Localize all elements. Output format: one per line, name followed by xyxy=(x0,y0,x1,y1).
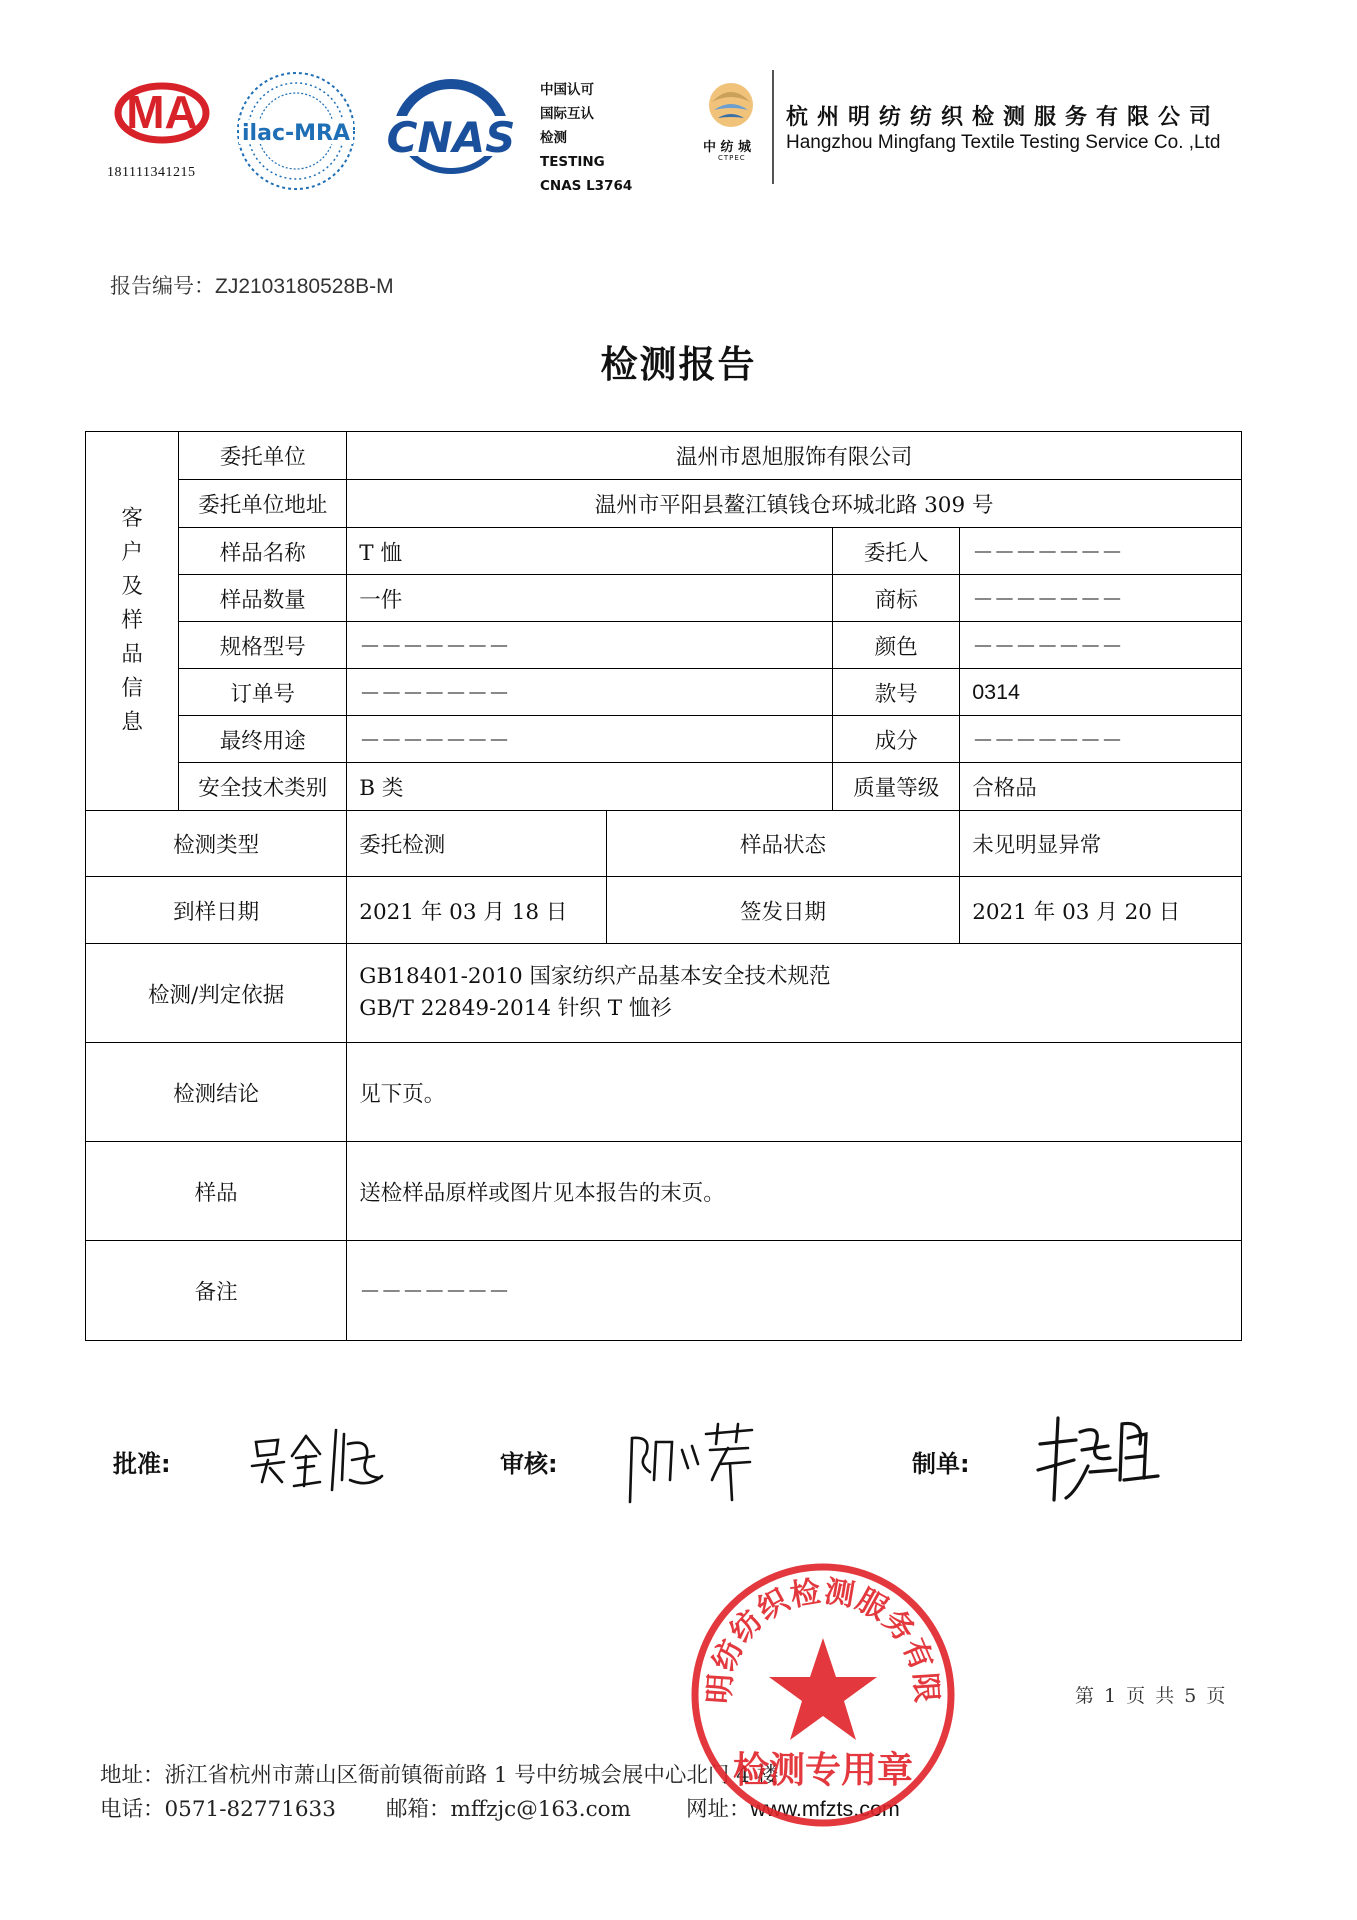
address-label: 委托单位地址 xyxy=(179,480,347,528)
field-value: －－－－－－－ xyxy=(347,669,833,716)
field-value: －－－－－－－ xyxy=(347,622,833,669)
header-divider xyxy=(772,70,774,184)
table-row xyxy=(86,622,1242,669)
preparer-signature xyxy=(1032,1410,1162,1505)
field-value: 合格品 xyxy=(960,763,1242,811)
report-number-label: 报告编号： xyxy=(110,274,215,298)
field-label: 质量等级 xyxy=(833,763,960,811)
remark-value: －－－－－－－ xyxy=(347,1241,1242,1341)
svg-text:CNAS: CNAS xyxy=(386,113,516,162)
review-label: 审核: xyxy=(500,1450,558,1478)
address-value: 温州市平阳县鳌江镇钱仓环城北路 309 号 xyxy=(347,480,1242,528)
conclusion-value: 见下页。 xyxy=(347,1043,1242,1142)
conclusion-label: 检测结论 xyxy=(86,1043,347,1142)
prepare-label: 制单: xyxy=(912,1450,970,1478)
table-row xyxy=(86,432,1242,480)
cnas-logo xyxy=(376,78,526,186)
field-label: 颜色 xyxy=(833,622,960,669)
company-seal xyxy=(688,1560,958,1830)
test-type-value: 委托检测 xyxy=(347,811,606,877)
ilac-mra-logo xyxy=(233,68,359,194)
side-label-client-sample-info: 客 户 及 样 品 信 息 xyxy=(86,432,179,811)
field-value: 一件 xyxy=(347,575,833,622)
cnas-line: TESTING xyxy=(540,154,605,170)
field-value: －－－－－－－ xyxy=(960,622,1242,669)
field-value: －－－－－－－ xyxy=(960,575,1242,622)
table-row xyxy=(86,944,1242,1043)
cnas-line: 中国认可 xyxy=(540,82,594,98)
ctpec-subtitle: CTPEC xyxy=(718,154,746,162)
footer-email: 邮箱：mffzjc@163.com xyxy=(386,1797,631,1822)
issue-date-label: 签发日期 xyxy=(606,877,959,944)
issue-date-value: 2021 年 03 月 20 日 xyxy=(960,877,1242,944)
table-row xyxy=(86,877,1242,944)
field-value: －－－－－－－ xyxy=(960,528,1242,575)
table-row xyxy=(86,1142,1242,1241)
company-name-cn: 杭州明纺纺织检测服务有限公司 xyxy=(786,105,1221,130)
table-row xyxy=(86,669,1242,716)
svg-text:检测专用章: 检测专用章 xyxy=(732,1750,914,1791)
field-label: 样品名称 xyxy=(179,528,347,575)
field-value: 0314 xyxy=(960,669,1242,716)
field-label: 成分 xyxy=(833,716,960,763)
sample-state-value: 未见明显异常 xyxy=(960,811,1242,877)
cma-logo xyxy=(100,78,220,148)
test-standard: GB18401-2010 国家纺织产品基本安全技术规范 xyxy=(359,964,831,989)
field-value: T 恤 xyxy=(347,528,833,575)
report-number xyxy=(110,270,394,300)
ctpec-logo-icon xyxy=(706,80,756,130)
table-row xyxy=(86,716,1242,763)
sample-label: 样品 xyxy=(86,1142,347,1241)
table-row xyxy=(86,1043,1242,1142)
table-row xyxy=(86,528,1242,575)
cma-number: 181111341215 xyxy=(107,165,196,180)
field-label: 订单号 xyxy=(179,669,347,716)
table-row xyxy=(86,575,1242,622)
svg-text:ilac-MRA: ilac-MRA xyxy=(242,121,350,146)
website-label: 网址： xyxy=(686,1797,751,1822)
cnas-line: 检测 xyxy=(540,130,567,146)
approve-label: 批准: xyxy=(113,1450,171,1478)
field-label: 样品数量 xyxy=(179,575,347,622)
footer-phone: 电话：0571-82771633 xyxy=(100,1797,336,1822)
field-label: 款号 xyxy=(833,669,960,716)
field-label: 最终用途 xyxy=(179,716,347,763)
table-row xyxy=(86,811,1242,877)
svg-text:杭州明纺纺织检测服务有限公司: 明纺纺织检测服务有限 xyxy=(702,1574,944,1705)
sample-value: 送检样品原样或图片见本报告的末页。 xyxy=(347,1142,1242,1241)
field-label: 安全技术类别 xyxy=(179,763,347,811)
table-row xyxy=(86,1241,1242,1341)
footer-address: 地址：浙江省杭州市萧山区衙前镇衙前路 1 号中纺城会展中心北门 4 楼 xyxy=(100,1763,779,1788)
field-value: B 类 xyxy=(347,763,833,811)
table-row xyxy=(86,763,1242,811)
field-label: 商标 xyxy=(833,575,960,622)
sample-state-label: 样品状态 xyxy=(606,811,959,877)
test-type-label: 检测类型 xyxy=(86,811,347,877)
website-link[interactable]: www.mfzts.com xyxy=(750,1797,900,1821)
page-title: 检测报告 xyxy=(600,343,757,386)
cnas-line: 国际互认 xyxy=(540,106,594,122)
cnas-accreditation-text xyxy=(540,78,632,198)
field-label: 委托人 xyxy=(833,528,960,575)
client-value: 温州市恩旭服饰有限公司 xyxy=(347,432,1242,480)
cnas-line: CNAS L3764 xyxy=(540,178,633,194)
page-info: 第 1 页 共 5 页 xyxy=(1075,1685,1228,1707)
test-basis-label: 检测/判定依据 xyxy=(86,944,347,1043)
svg-text:MA: MA xyxy=(126,86,198,138)
field-value: －－－－－－－ xyxy=(960,716,1242,763)
company-name-en: Hangzhou Mingfang Textile Testing Service Co. ,Ltd xyxy=(786,132,1221,153)
report-table xyxy=(85,431,1242,1341)
field-label: 规格型号 xyxy=(179,622,347,669)
reviewer-signature xyxy=(620,1420,760,1510)
client-label: 委托单位 xyxy=(179,432,347,480)
field-value: －－－－－－－ xyxy=(347,716,833,763)
report-number-value: ZJ2103180528B-M xyxy=(215,275,394,298)
test-standard: GB/T 22849-2014 针织 T 恤衫 xyxy=(359,996,672,1021)
arrival-date-label: 到样日期 xyxy=(86,877,347,944)
remark-label: 备注 xyxy=(86,1241,347,1341)
arrival-date-value: 2021 年 03 月 18 日 xyxy=(347,877,606,944)
ctpec-name: 中 纺 城 xyxy=(703,140,752,155)
approver-signature xyxy=(248,1420,388,1500)
table-row xyxy=(86,480,1242,528)
test-basis-value xyxy=(347,944,1242,1043)
